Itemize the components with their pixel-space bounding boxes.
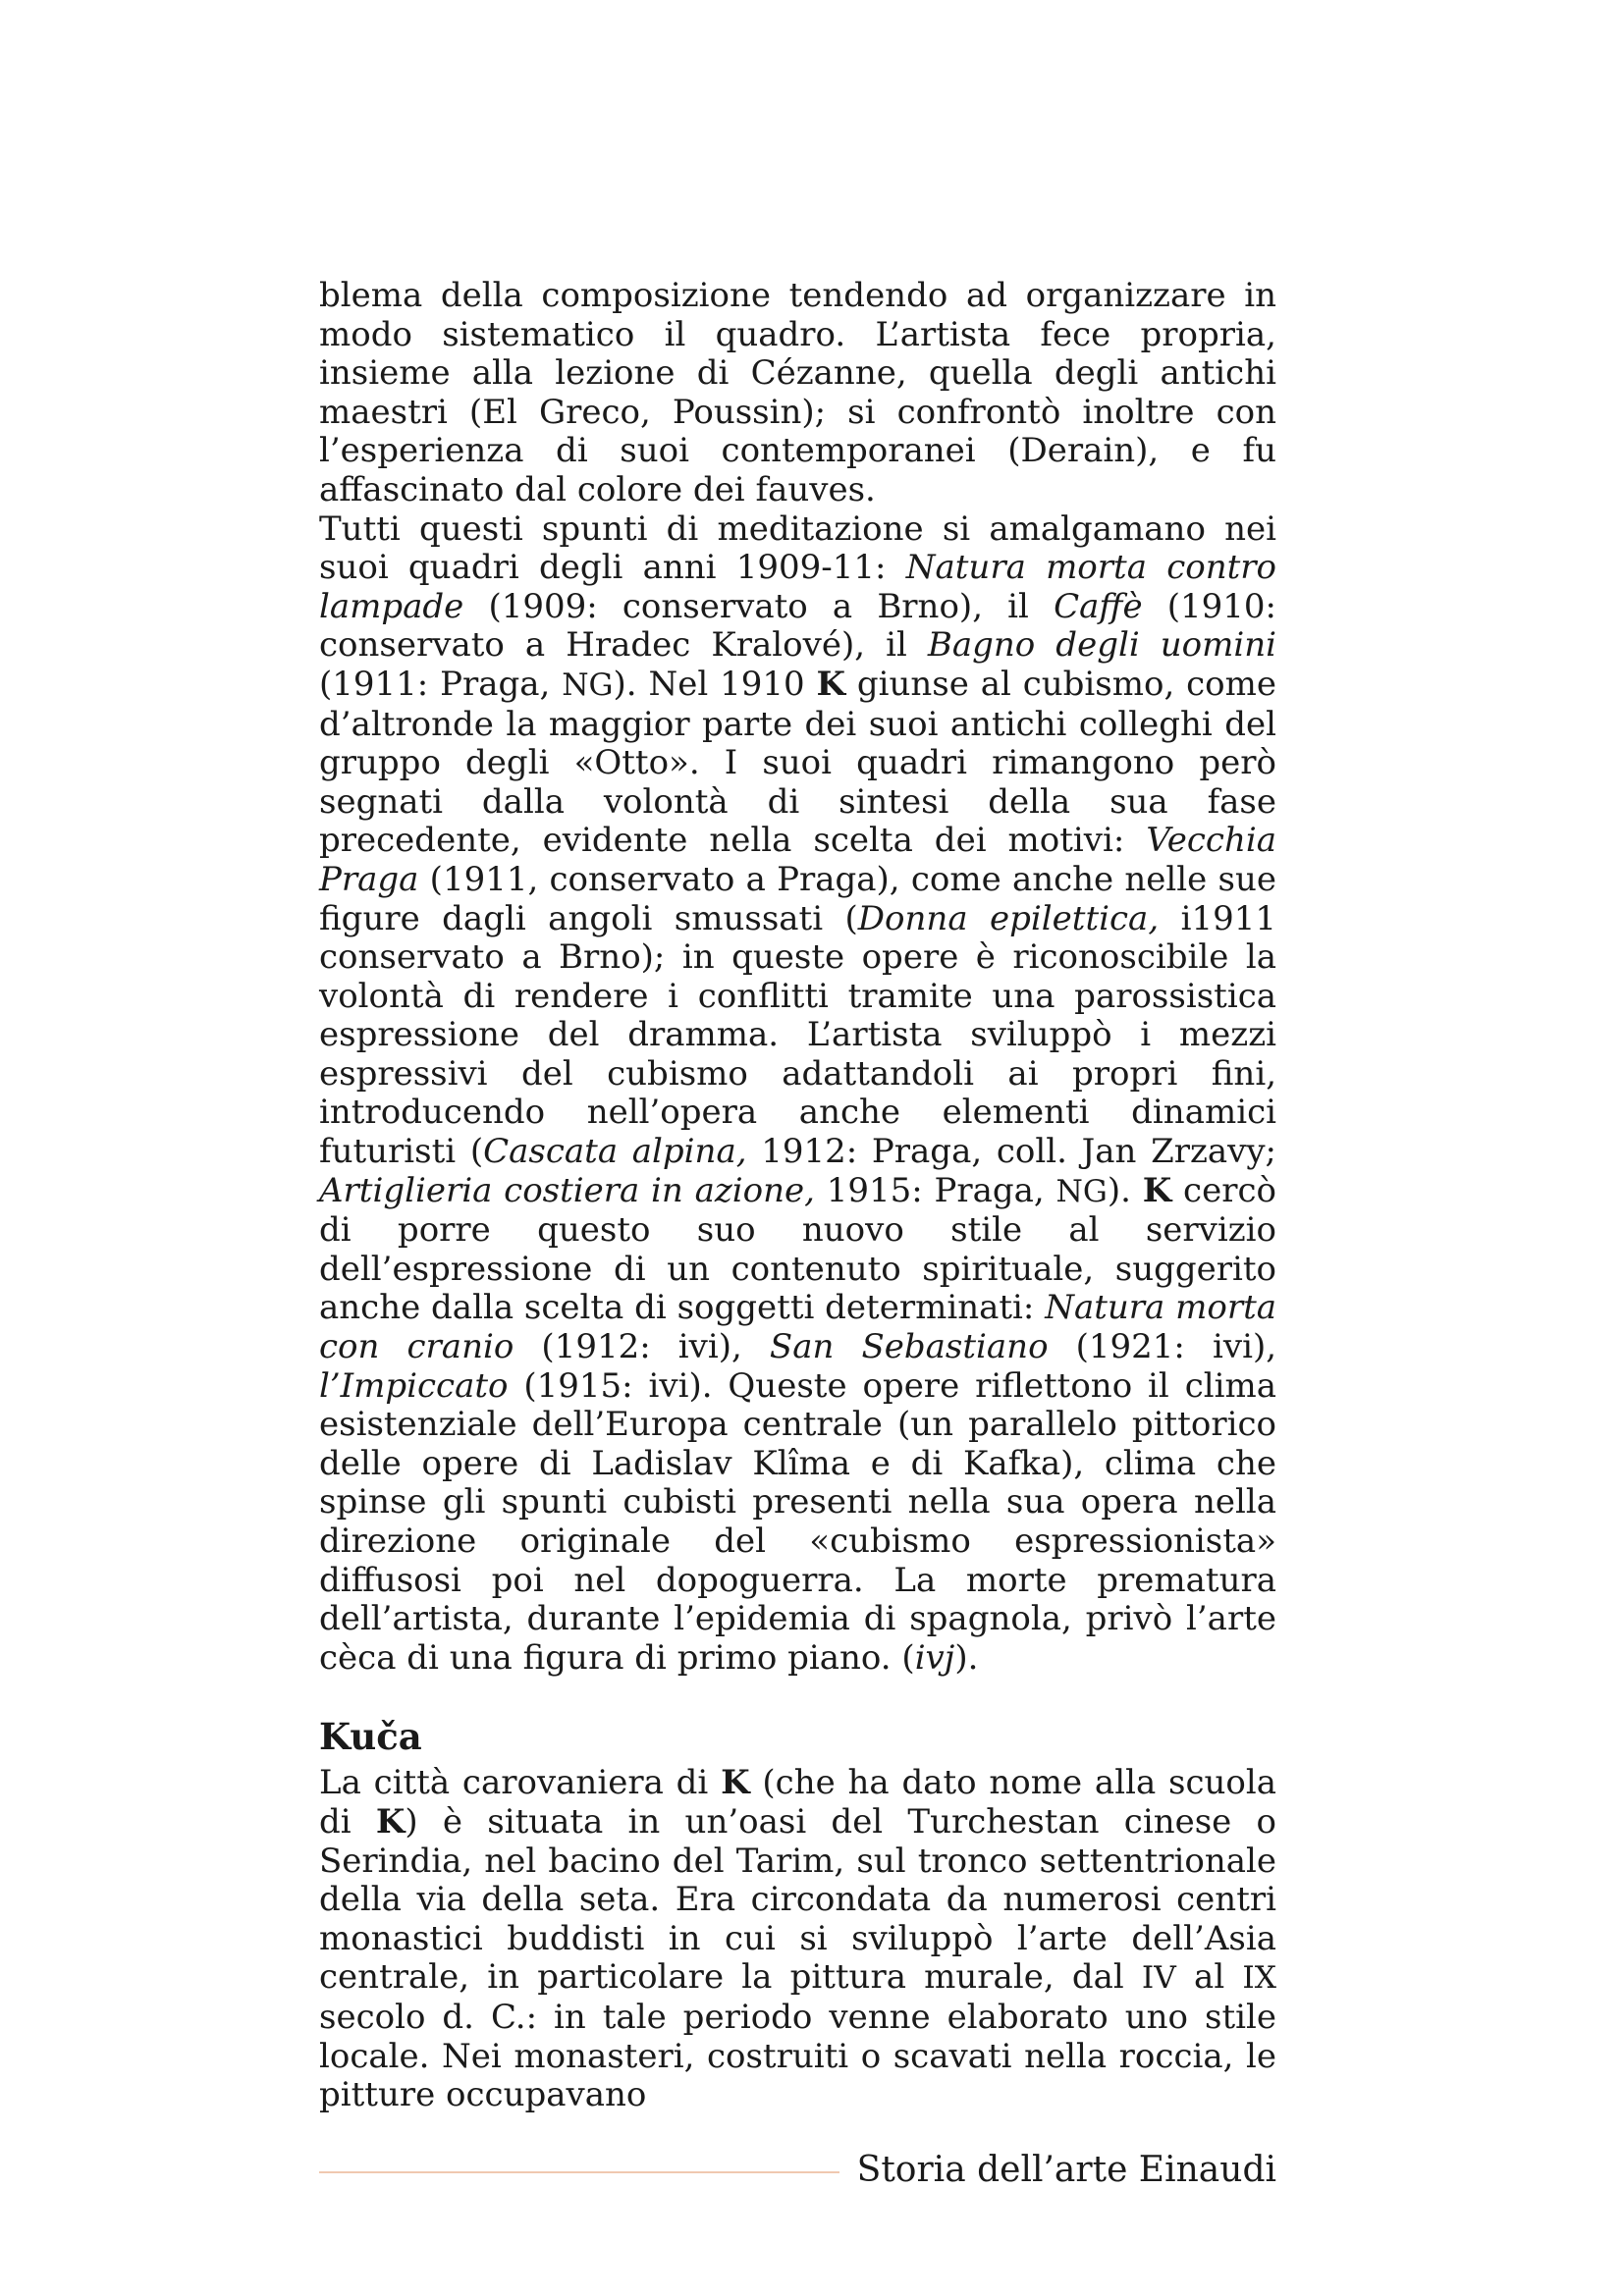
artwork-title: Cascata alpina, (483, 1132, 747, 1172)
artwork-title: l’Impiccato (319, 1365, 509, 1406)
text-run: 1912: Praga, coll. Jan Zrzavy; (746, 1132, 1277, 1172)
abbreviation: NG (562, 667, 614, 703)
artwork-title: San Sebastiano (769, 1327, 1049, 1367)
text-run: ). (1107, 1170, 1143, 1210)
artwork-title: Vecchia Praga (319, 821, 1276, 899)
text-run: ). Nel 1910 (613, 664, 817, 704)
text-run: (1910: conservato a Hradec Kralové), il (319, 586, 1276, 666)
entry-heading: Kuča (319, 1715, 422, 1759)
text-run: cercò di porre questo suo nuovo stile al servizio dell’espressione di un contenuto spirituale, suggerito anche dalla scelta di soggetti determinati: (319, 1170, 1276, 1328)
entry-initial: K (816, 664, 846, 704)
text-run: (1912: ivi), (514, 1327, 770, 1367)
text-run: (1921: ivi), (1048, 1327, 1277, 1367)
paragraph-2 (319, 510, 1276, 1679)
text-run: La città carovaniera di (319, 1763, 722, 1803)
entry-initial: K (721, 1763, 750, 1803)
text-run: giunse al cubismo, come d’altronde la maggior parte dei suoi antichi colleghi del gruppo degli «Otto». I suoi quadri rimangono però segnati dalla volontà di sintesi della sua fase precedente, evidente nella scelta dei motivi: (319, 664, 1276, 861)
text-run: (1911, conservato a Praga), come anche nelle sue figure dagli angoli smussati ( (319, 859, 1276, 938)
text-run: 1915: Praga, (814, 1170, 1056, 1210)
text-run: (1915: ivi). Queste opere riflettono il clima esistenziale dell’Europa centrale (un parallelo pittorico delle opere di Ladislav Klîma e di Kafka), clima che spinse gli spunti cubisti presenti nella sua opera nella direzione originale del «cubismo espressionista» diffusosi poi nel dopoguerra. La morte prematura dell’artista, durante l’epidemia di spagnola, privò l’arte cèca di una figura di primo piano. ( (319, 1365, 1276, 1678)
artwork-title: Donna epilettica, (857, 898, 1160, 938)
artwork-title: Natura morta con cranio (319, 1288, 1277, 1367)
entry-initial: K (375, 1801, 406, 1842)
text-run: (1911: Praga, (319, 664, 563, 704)
artwork-title: Natura morta contro lampade (319, 548, 1276, 626)
footer-rule (319, 2171, 839, 2173)
roman-numeral: IV (1141, 1960, 1176, 1997)
page-footer (319, 2150, 1276, 2189)
text-run: (1909: conservato a Brno), il (463, 586, 1055, 626)
author-initials: ivj (914, 1637, 955, 1678)
text-run: al (1175, 1957, 1243, 1998)
footer-title: Storia dell’arte Einaudi (856, 2149, 1276, 2190)
page-body (319, 277, 1276, 2115)
text-run: i1911 conservato a Brno); in queste opere è riconoscibile la volontà di rendere i conflitti tramite una parossistica espressione del dramma. L’artista sviluppò i mezzi espressivi del cubismo adattandoli ai propri fini, introducendo nell’opera anche elementi dinamici futuristi ( (319, 898, 1276, 1172)
text-run: ) è situata in un’oasi del Turchestan cinese o Serindia, nel bacino del Tarim, sul tronco settentrionale della via della seta. Era circondata da numerosi centri monastici buddisti in cui si sviluppò l’arte dell’Asia centrale, in particolare la pittura murale, dal (319, 1801, 1276, 1998)
text-run: (che ha dato nome alla scuola di (319, 1763, 1276, 1842)
text-run: ). (954, 1637, 979, 1678)
text-run: secolo d. C.: in tale periodo venne elaborato uno stile locale. Nei monasteri, costruiti o scavati nella roccia, le pitture occupavano (319, 1997, 1276, 2115)
entry-initial: K (1142, 1170, 1172, 1210)
roman-numeral: IX (1242, 1960, 1276, 1997)
text-run: Tutti questi spunti di meditazione si amalgamano nei suoi quadri degli anni 1909-11: (319, 508, 1276, 588)
artwork-title: Artiglieria costiera in azione, (319, 1170, 815, 1210)
artwork-title: Bagno degli uomini (927, 625, 1277, 666)
artwork-title: Caffè (1054, 586, 1143, 626)
abbreviation: NG (1055, 1173, 1108, 1209)
paragraph-1: blema della composizione tendendo ad organizzare in modo sistematico il quadro. L’artista fece propria, insieme alla lezione di Cézanne, quella degli antichi maestri (El Greco, Poussin); si confrontò inoltre con l’esperienza di suoi contemporanei (Derain), e fu affascinato dal colore dei fauves. (319, 276, 1276, 509)
paragraph-3 (319, 1764, 1276, 2114)
